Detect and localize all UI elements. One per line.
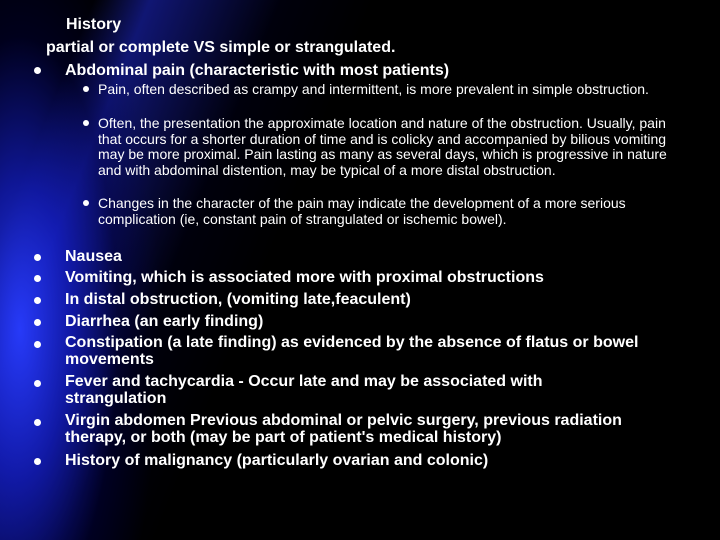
bullet-icon <box>83 200 89 206</box>
list-item-text: Abdominal pain (characteristic with most patients) <box>65 62 450 79</box>
bullet-icon <box>83 86 89 92</box>
bullet-icon <box>34 419 41 426</box>
sub-list-item-text: Changes in the character of the pain may indicate the development of a more serious complication (ie, constant pain of strangulated or ischemic bowel). <box>98 195 626 227</box>
bullet-icon <box>83 120 89 126</box>
list-item-text: Virgin abdomen Previous abdominal or pelvic surgery, previous radiation therapy, or both (may be part of patient's medical history) <box>65 412 622 446</box>
bullet-icon <box>34 341 41 348</box>
sub-list-item-text: Pain, often described as crampy and intermittent, is more prevalent in simple obstruction. <box>98 81 649 97</box>
list-item-text: Diarrhea (an early finding) <box>65 313 264 330</box>
bullet-icon <box>34 380 41 387</box>
sub-list-item-text: Often, the presentation the approximate location and nature of the obstruction. Usually, pain that occurs for a shorter duration of time and is colicky and accompanied by bilious vomiting may be more proximal. Pain lasting as many as several days, which is progressive in nature and with abdominal distention, may be typical of a more distal obstruction. <box>98 115 667 178</box>
slide-heading: History <box>66 16 122 33</box>
list-item-text: Fever and tachycardia - Occur late and may be associated with strangulation <box>65 373 543 407</box>
list-item-text: Constipation (a late finding) as evidenced by the absence of flatus or bowel movements <box>65 334 639 368</box>
list-item-text: Nausea <box>65 248 122 265</box>
slide-subheading: partial or complete VS simple or strangulated. <box>46 39 396 56</box>
list-item-text: Vomiting, which is associated more with proximal obstructions <box>65 269 544 286</box>
list-item-text: In distal obstruction, (vomiting late,feaculent) <box>65 291 411 308</box>
bullet-icon <box>34 67 41 74</box>
bullet-icon <box>34 297 41 304</box>
list-item-text: History of malignancy (particularly ovarian and colonic) <box>65 452 489 469</box>
bullet-icon <box>34 275 41 282</box>
bullet-icon <box>34 254 41 261</box>
bullet-icon <box>34 458 41 465</box>
bullet-icon <box>34 319 41 326</box>
